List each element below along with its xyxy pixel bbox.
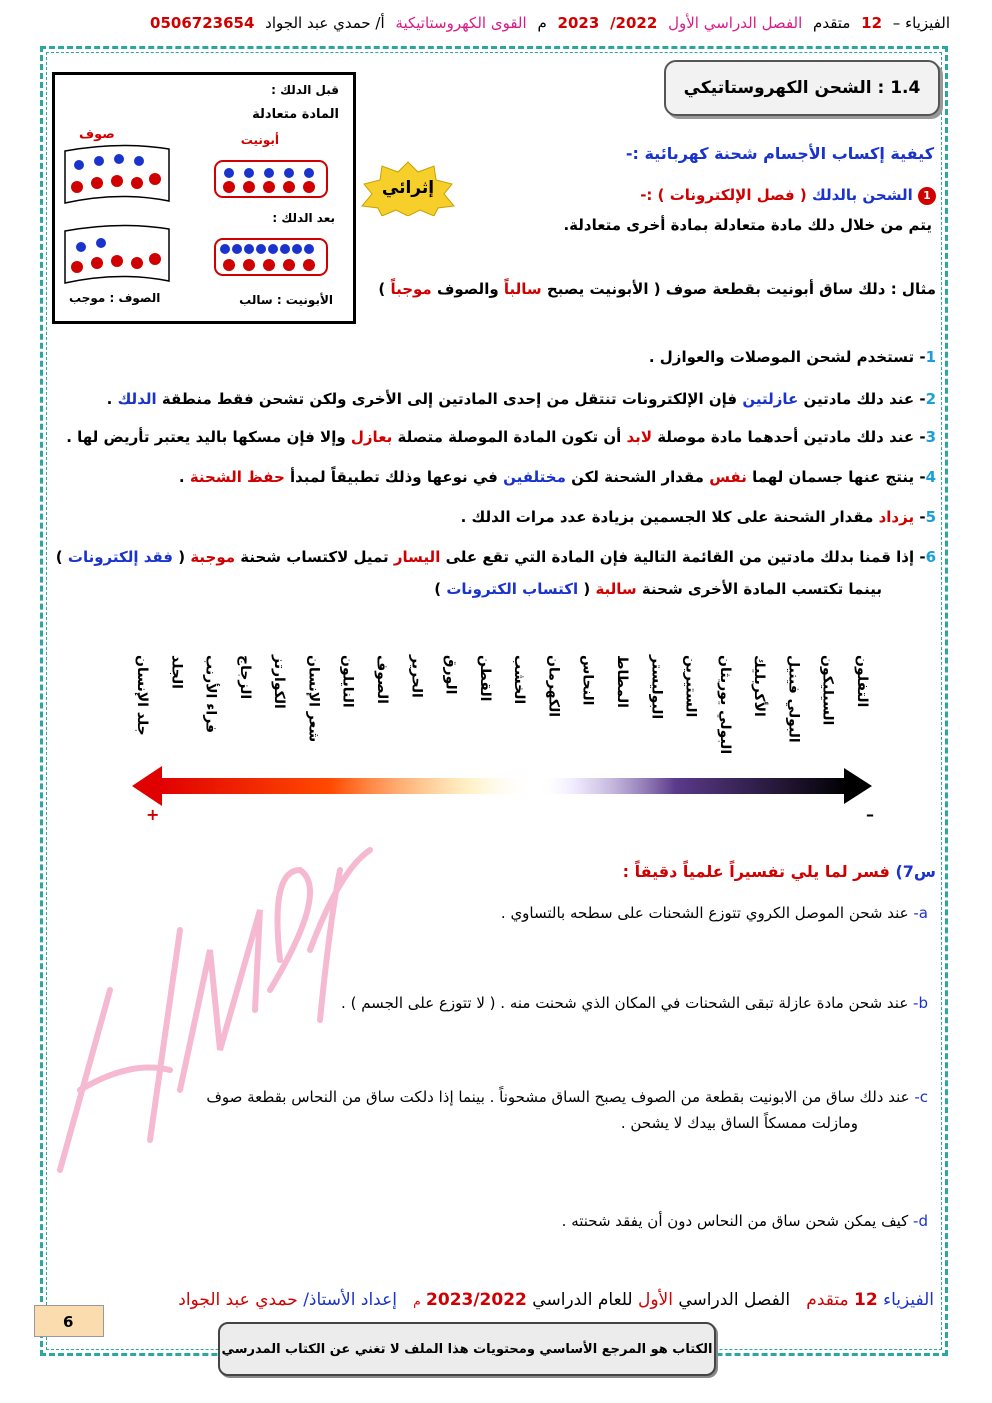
question-item-text: عند دلك ساق من الابونيت بقطعة من الصوف يصبح الساق مشحوناً . بينما إذا دلكت ساق من النحاس بقطعة صوف: [206, 1088, 910, 1106]
point-number: 6: [925, 548, 936, 566]
point6-text-1: بينما تكتسب المادة الأخرى شحنة: [641, 580, 882, 598]
series-material: الصوف: [374, 655, 390, 704]
point-number: 2: [925, 390, 936, 408]
method-rubbing-title: [640, 186, 936, 205]
series-plus-sign: +: [146, 805, 160, 824]
point-text-segment: الدلك: [117, 390, 157, 408]
point-text-segment: - عند دلك مادتين: [798, 390, 926, 408]
point-text-segment: .: [106, 390, 118, 408]
footer-grade: 12: [854, 1290, 878, 1310]
question-item: [562, 1212, 928, 1230]
point-text-segment: ): [55, 548, 68, 566]
point-text-segment: مختلفين: [503, 468, 566, 486]
header-year-a: 2022/: [610, 14, 658, 32]
enrichment-badge: [360, 160, 456, 216]
question-heading: [623, 862, 936, 881]
footer-term-first: الأول: [637, 1290, 673, 1310]
figure-ebonite-result: الأبونيت : سالب: [239, 293, 333, 307]
footer-teacher: حمدي عبد الجواد: [178, 1290, 298, 1310]
how-to-charge-text: كيفية إكساب الأجسام شحنة كهربائية :-: [625, 144, 934, 163]
figure-neutral-label: المادة متعادلة: [252, 107, 339, 122]
series-material: القطن: [476, 655, 493, 702]
point-number: 4: [925, 468, 936, 486]
example-line: [378, 280, 936, 298]
point-number: 3: [925, 428, 936, 446]
point-text-segment: لابد: [626, 428, 652, 446]
header-phone: 0506723654: [150, 14, 255, 32]
question-item: [206, 1088, 928, 1106]
series-material: الزجاج: [236, 655, 253, 700]
method-subtitle: ( فصل الإلكترونات ) :-: [640, 186, 807, 204]
series-material: الخشب: [511, 655, 528, 705]
question-item-letter: b-: [908, 994, 928, 1012]
point6-negative: سالبة: [595, 580, 637, 598]
footer-subject: الفيزياء: [883, 1290, 934, 1310]
figure-before-title: قبل الدلك :: [271, 83, 339, 97]
point-text-segment: -: [914, 508, 926, 526]
method-number-badge: 1: [918, 187, 936, 205]
point-text-segment: - تستخدم لشحن الموصلات والعوازل .: [648, 348, 926, 366]
method-title: الشحن بالدلك: [812, 186, 913, 204]
header-term: الفصل الدراسي الأول: [668, 14, 803, 32]
footer-suffix: م: [413, 1294, 421, 1308]
header-teacher: أ/ حمدي عبد الجواد: [265, 14, 385, 32]
figure-after-title: بعد الدلك :: [272, 211, 335, 225]
example-positive: موجباً: [390, 280, 432, 298]
point-text-segment: في نوعها وذلك تطبيقاً لمبدأ: [284, 468, 504, 486]
series-material: الورق: [442, 655, 459, 695]
page-number: 6: [34, 1305, 104, 1337]
point-text-segment: بعازل: [350, 428, 393, 446]
series-material: الجلد: [168, 655, 185, 689]
question-item-text-continued: ومازلت ممسكاً الساق بيدك لا يشحن .: [620, 1114, 858, 1132]
page-header: [40, 14, 950, 44]
series-material: البولي يوريثان: [716, 655, 733, 755]
series-material: الستيرين: [682, 655, 699, 718]
page-footer: [178, 1290, 934, 1310]
example-negative: سالباً: [503, 280, 542, 298]
point-2: [107, 390, 936, 408]
series-material: النحاس: [579, 655, 596, 706]
footer-level: متقدم: [806, 1290, 849, 1310]
series-arrow: [130, 762, 880, 808]
series-material: الكهرمان: [545, 655, 562, 718]
series-material: المطاط: [614, 655, 630, 708]
series-material: شعر الإنسان: [305, 655, 322, 743]
header-year-suffix: م: [537, 14, 547, 32]
header-level: متقدم: [813, 14, 851, 32]
series-material: البوليستر: [648, 655, 665, 720]
example-text-3: ): [378, 280, 386, 298]
footer-year-label: للعام الدراسي: [532, 1290, 633, 1310]
example-text-1: مثال : دلك ساق أبونيت بقطعة صوف ( الأبونيت يصبح: [546, 280, 936, 298]
series-material: جلد الإنسان: [134, 655, 150, 736]
point-6: [56, 548, 936, 566]
point6-gain: اكتساب الكترونات: [446, 580, 579, 598]
method-description: يتم من خلال دلك مادة متعادلة بمادة أخرى متعادلة.: [563, 216, 932, 234]
point-text-segment: أن تكون المادة الموصلة متصلة: [392, 428, 627, 446]
point-4: [179, 468, 936, 486]
question-text: فسر لما يلي تفسيراً علمياً دقيقاً :: [622, 862, 890, 881]
question-item: [341, 994, 928, 1012]
point-text-segment: فقد إلكترونات: [67, 548, 173, 566]
figure-ebonite-label: أبونيت: [240, 133, 279, 147]
point-text-segment: اليسار: [393, 548, 441, 566]
point-text-segment: فإن الإلكترونات تنتقل من إحدى المادتين إلى الأخرى ولكن تشحن فقط منطقة: [156, 390, 743, 408]
header-subject: الفيزياء –: [892, 14, 950, 32]
header-unit: القوى الكهروستاتيكية: [395, 14, 527, 32]
series-material: النايلون: [339, 655, 356, 708]
point-text-segment: (: [173, 548, 191, 566]
point-text-segment: موجبة: [190, 548, 236, 566]
footer-years: 2023/2022: [426, 1290, 527, 1310]
point-text-segment: مقدار الشحنة على كلا الجسمين بزيادة عدد مرات الدلك .: [460, 508, 879, 526]
question-item-letter: c-: [909, 1088, 928, 1106]
point-1: [649, 348, 936, 366]
example-text-2: والصوف: [436, 280, 499, 298]
question-item: [501, 904, 928, 922]
series-material: السيليكون: [819, 655, 836, 726]
point6-text-2: (: [583, 580, 591, 598]
disclaimer-box: الكتاب هو المرجع الأساسي ومحتويات هذا الملف لا تغني عن الكتاب المدرسي: [218, 1322, 716, 1376]
series-minus-sign: –: [866, 805, 874, 824]
point-text-segment: - عند دلك مادتين أحدهما مادة موصلة: [651, 428, 926, 446]
question-item-text: عند شحن الموصل الكروي تتوزع الشحنات على سطحه بالتساوي .: [500, 904, 909, 922]
section-title: 1.4 : الشحن الكهروستاتيكي: [664, 60, 940, 116]
point-text-segment: حفظ الشحنة: [189, 468, 285, 486]
header-year-b: 2023: [557, 14, 600, 32]
point6-text-3: ): [434, 580, 442, 598]
point-text-segment: - إذا قمنا بدلك مادتين من القائمة التالية فإن المادة التي تقع على: [440, 548, 926, 566]
point-6-continuation: [434, 580, 882, 598]
figure-wool-label: صوف: [79, 127, 115, 142]
how-to-charge-heading: [626, 144, 934, 163]
enrichment-badge-label: إثرائي: [381, 178, 435, 198]
point-text-segment: - ينتج عنها جسمان لهما: [746, 468, 926, 486]
footer-prepared-by: إعداد الأستاذ/: [303, 1290, 397, 1310]
point-text-segment: مقدار الشحنة لكن: [565, 468, 710, 486]
figure-wool-result: الصوف : موجب: [69, 291, 161, 305]
point-3: [66, 428, 936, 446]
point-text-segment: نفس: [709, 468, 747, 486]
series-material: فراء الأرنب: [202, 655, 219, 734]
point-text-segment: .: [178, 468, 190, 486]
header-grade: 12: [861, 14, 883, 32]
point-text-segment: وإلا فإن مسكها باليد يعتبر تأريض لها .: [66, 428, 351, 446]
point-text-segment: يزداد: [878, 508, 915, 526]
point-text-segment: تميل لاكتساب شحنة: [235, 548, 394, 566]
footer-term: الفصل الدراسي: [678, 1290, 791, 1310]
series-material: البولي فينيل: [785, 655, 802, 743]
question-item-letter: d-: [908, 1212, 928, 1230]
triboelectric-series: [130, 655, 890, 775]
point-text-segment: عازلتين: [742, 390, 799, 408]
question-item-text: عند شحن مادة عازلة تبقى الشحنات في المكان الذي شحنت منه . ( لا تتوزع على الجسم ) .: [341, 994, 909, 1012]
question-label: س7): [895, 862, 936, 881]
question-item-letter: a-: [908, 904, 928, 922]
series-material: الكوارتز: [271, 655, 288, 709]
question-item-text: كيف يمكن شحن ساق من النحاس دون أن يفقد شحنته .: [561, 1212, 909, 1230]
point-5: [461, 508, 936, 526]
point-number: 1: [925, 348, 936, 366]
point-number: 5: [925, 508, 936, 526]
series-material: التفلون: [854, 655, 870, 708]
rubbing-figure: [52, 72, 356, 324]
series-material: الحرير: [408, 655, 425, 698]
series-material: الأكريليك: [751, 655, 768, 717]
